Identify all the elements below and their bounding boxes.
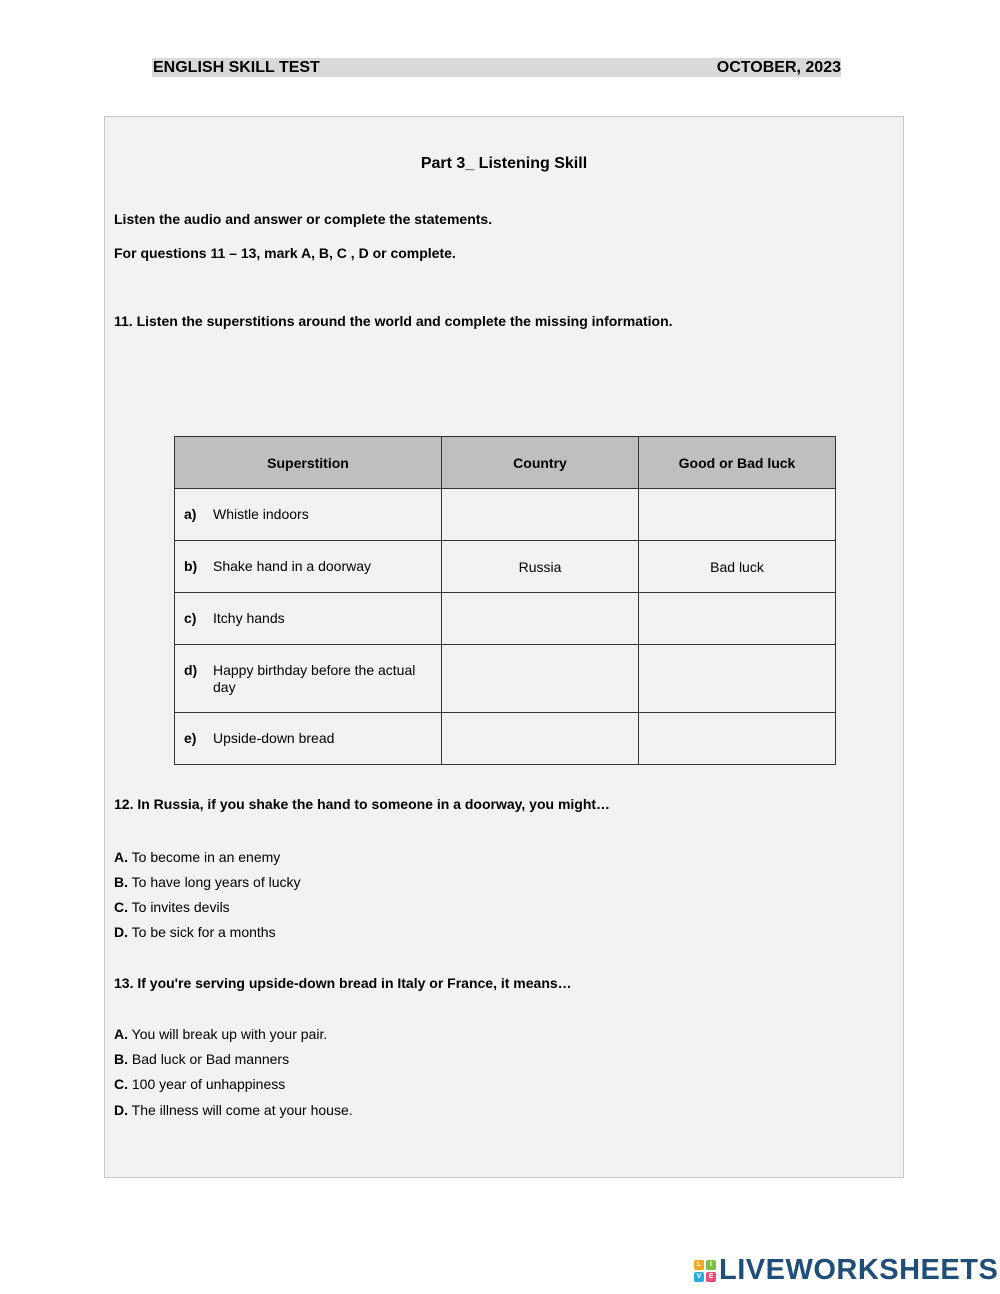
question-13: 13. If you're serving upside-down bread in Italy or France, it means… bbox=[114, 975, 572, 991]
instruction-line-1: Listen the audio and answer or complete the statements. bbox=[114, 211, 493, 227]
row-letter: a) bbox=[184, 506, 197, 522]
option-text: 100 year of unhappiness bbox=[131, 1076, 286, 1092]
country-cell[interactable] bbox=[442, 593, 639, 645]
luck-cell[interactable] bbox=[639, 645, 836, 713]
header-bar bbox=[152, 58, 841, 77]
option-text: To be sick for a months bbox=[131, 924, 276, 940]
q13-option-a[interactable] bbox=[114, 1026, 327, 1042]
q13-option-d[interactable] bbox=[114, 1102, 353, 1118]
option-letter: B. bbox=[114, 874, 128, 890]
superstition-cell bbox=[175, 541, 442, 593]
q13-option-b[interactable] bbox=[114, 1051, 289, 1067]
option-letter: D. bbox=[114, 1102, 128, 1118]
luck-cell[interactable] bbox=[639, 713, 836, 765]
part-title: Part 3_ Listening Skill bbox=[420, 155, 588, 172]
option-text: To invites devils bbox=[131, 899, 230, 915]
country-cell[interactable] bbox=[442, 645, 639, 713]
table-row bbox=[175, 541, 836, 593]
q12-option-a[interactable] bbox=[114, 849, 280, 865]
q12-option-c[interactable] bbox=[114, 899, 230, 915]
luck-cell[interactable] bbox=[639, 489, 836, 541]
logo-block: I bbox=[706, 1260, 716, 1270]
test-title: ENGLISH SKILL TEST bbox=[153, 59, 320, 76]
question-12: 12. In Russia, if you shake the hand to someone in a doorway, you might… bbox=[114, 796, 611, 812]
superstition-cell bbox=[175, 593, 442, 645]
option-text: You will break up with your pair. bbox=[131, 1026, 328, 1042]
logo-mark-icon bbox=[694, 1260, 716, 1282]
superstition-text: Happy birthday before the actual day bbox=[213, 661, 416, 695]
option-letter: B. bbox=[114, 1051, 128, 1067]
header-country: Country bbox=[442, 437, 639, 489]
logo-block: V bbox=[694, 1272, 704, 1282]
table-row bbox=[175, 713, 836, 765]
option-text: The illness will come at your house. bbox=[131, 1102, 353, 1118]
header-superstition: Superstition bbox=[175, 437, 442, 489]
header-luck: Good or Bad luck bbox=[639, 437, 836, 489]
superstition-cell bbox=[175, 713, 442, 765]
option-text: To become in an enemy bbox=[131, 849, 281, 865]
q13-option-c[interactable] bbox=[114, 1076, 285, 1092]
superstition-cell bbox=[175, 489, 442, 541]
logo-block: L bbox=[694, 1260, 704, 1270]
option-letter: C. bbox=[114, 899, 128, 915]
superstition-text: Upside-down bread bbox=[213, 730, 335, 746]
luck-cell: Bad luck bbox=[639, 541, 836, 593]
q12-option-b[interactable] bbox=[114, 874, 301, 890]
option-letter: A. bbox=[114, 849, 128, 865]
superstition-text: Whistle indoors bbox=[213, 506, 309, 522]
liveworksheets-logo bbox=[694, 1254, 998, 1287]
table-row bbox=[175, 645, 836, 713]
option-letter: A. bbox=[114, 1026, 128, 1042]
q12-option-d[interactable] bbox=[114, 924, 276, 940]
table-row bbox=[175, 489, 836, 541]
row-letter: e) bbox=[184, 730, 197, 746]
superstition-text: Shake hand in a doorway bbox=[213, 558, 371, 574]
question-11: 11. Listen the superstitions around the world and complete the missing information. bbox=[114, 313, 673, 329]
option-text: To have long years of lucky bbox=[131, 874, 301, 890]
row-letter: c) bbox=[184, 610, 197, 626]
logo-text: LIVEWORKSHEETS bbox=[719, 1254, 999, 1286]
logo-block: E bbox=[706, 1272, 716, 1282]
row-letter: d) bbox=[184, 661, 198, 678]
option-text: Bad luck or Bad manners bbox=[131, 1051, 290, 1067]
option-letter: D. bbox=[114, 924, 128, 940]
luck-cell[interactable] bbox=[639, 593, 836, 645]
country-cell: Russia bbox=[442, 541, 639, 593]
worksheet-panel bbox=[104, 116, 904, 1178]
table-row bbox=[175, 593, 836, 645]
superstition-table bbox=[174, 436, 836, 765]
test-date: OCTOBER, 2023 bbox=[716, 59, 841, 76]
option-letter: C. bbox=[114, 1076, 128, 1092]
superstition-cell bbox=[175, 645, 442, 713]
table-header-row bbox=[175, 437, 836, 489]
superstition-text: Itchy hands bbox=[213, 610, 285, 626]
country-cell[interactable] bbox=[442, 489, 639, 541]
country-cell[interactable] bbox=[442, 713, 639, 765]
row-letter: b) bbox=[184, 558, 198, 574]
instruction-line-2: For questions 11 – 13, mark A, B, C , D or complete. bbox=[114, 245, 456, 261]
